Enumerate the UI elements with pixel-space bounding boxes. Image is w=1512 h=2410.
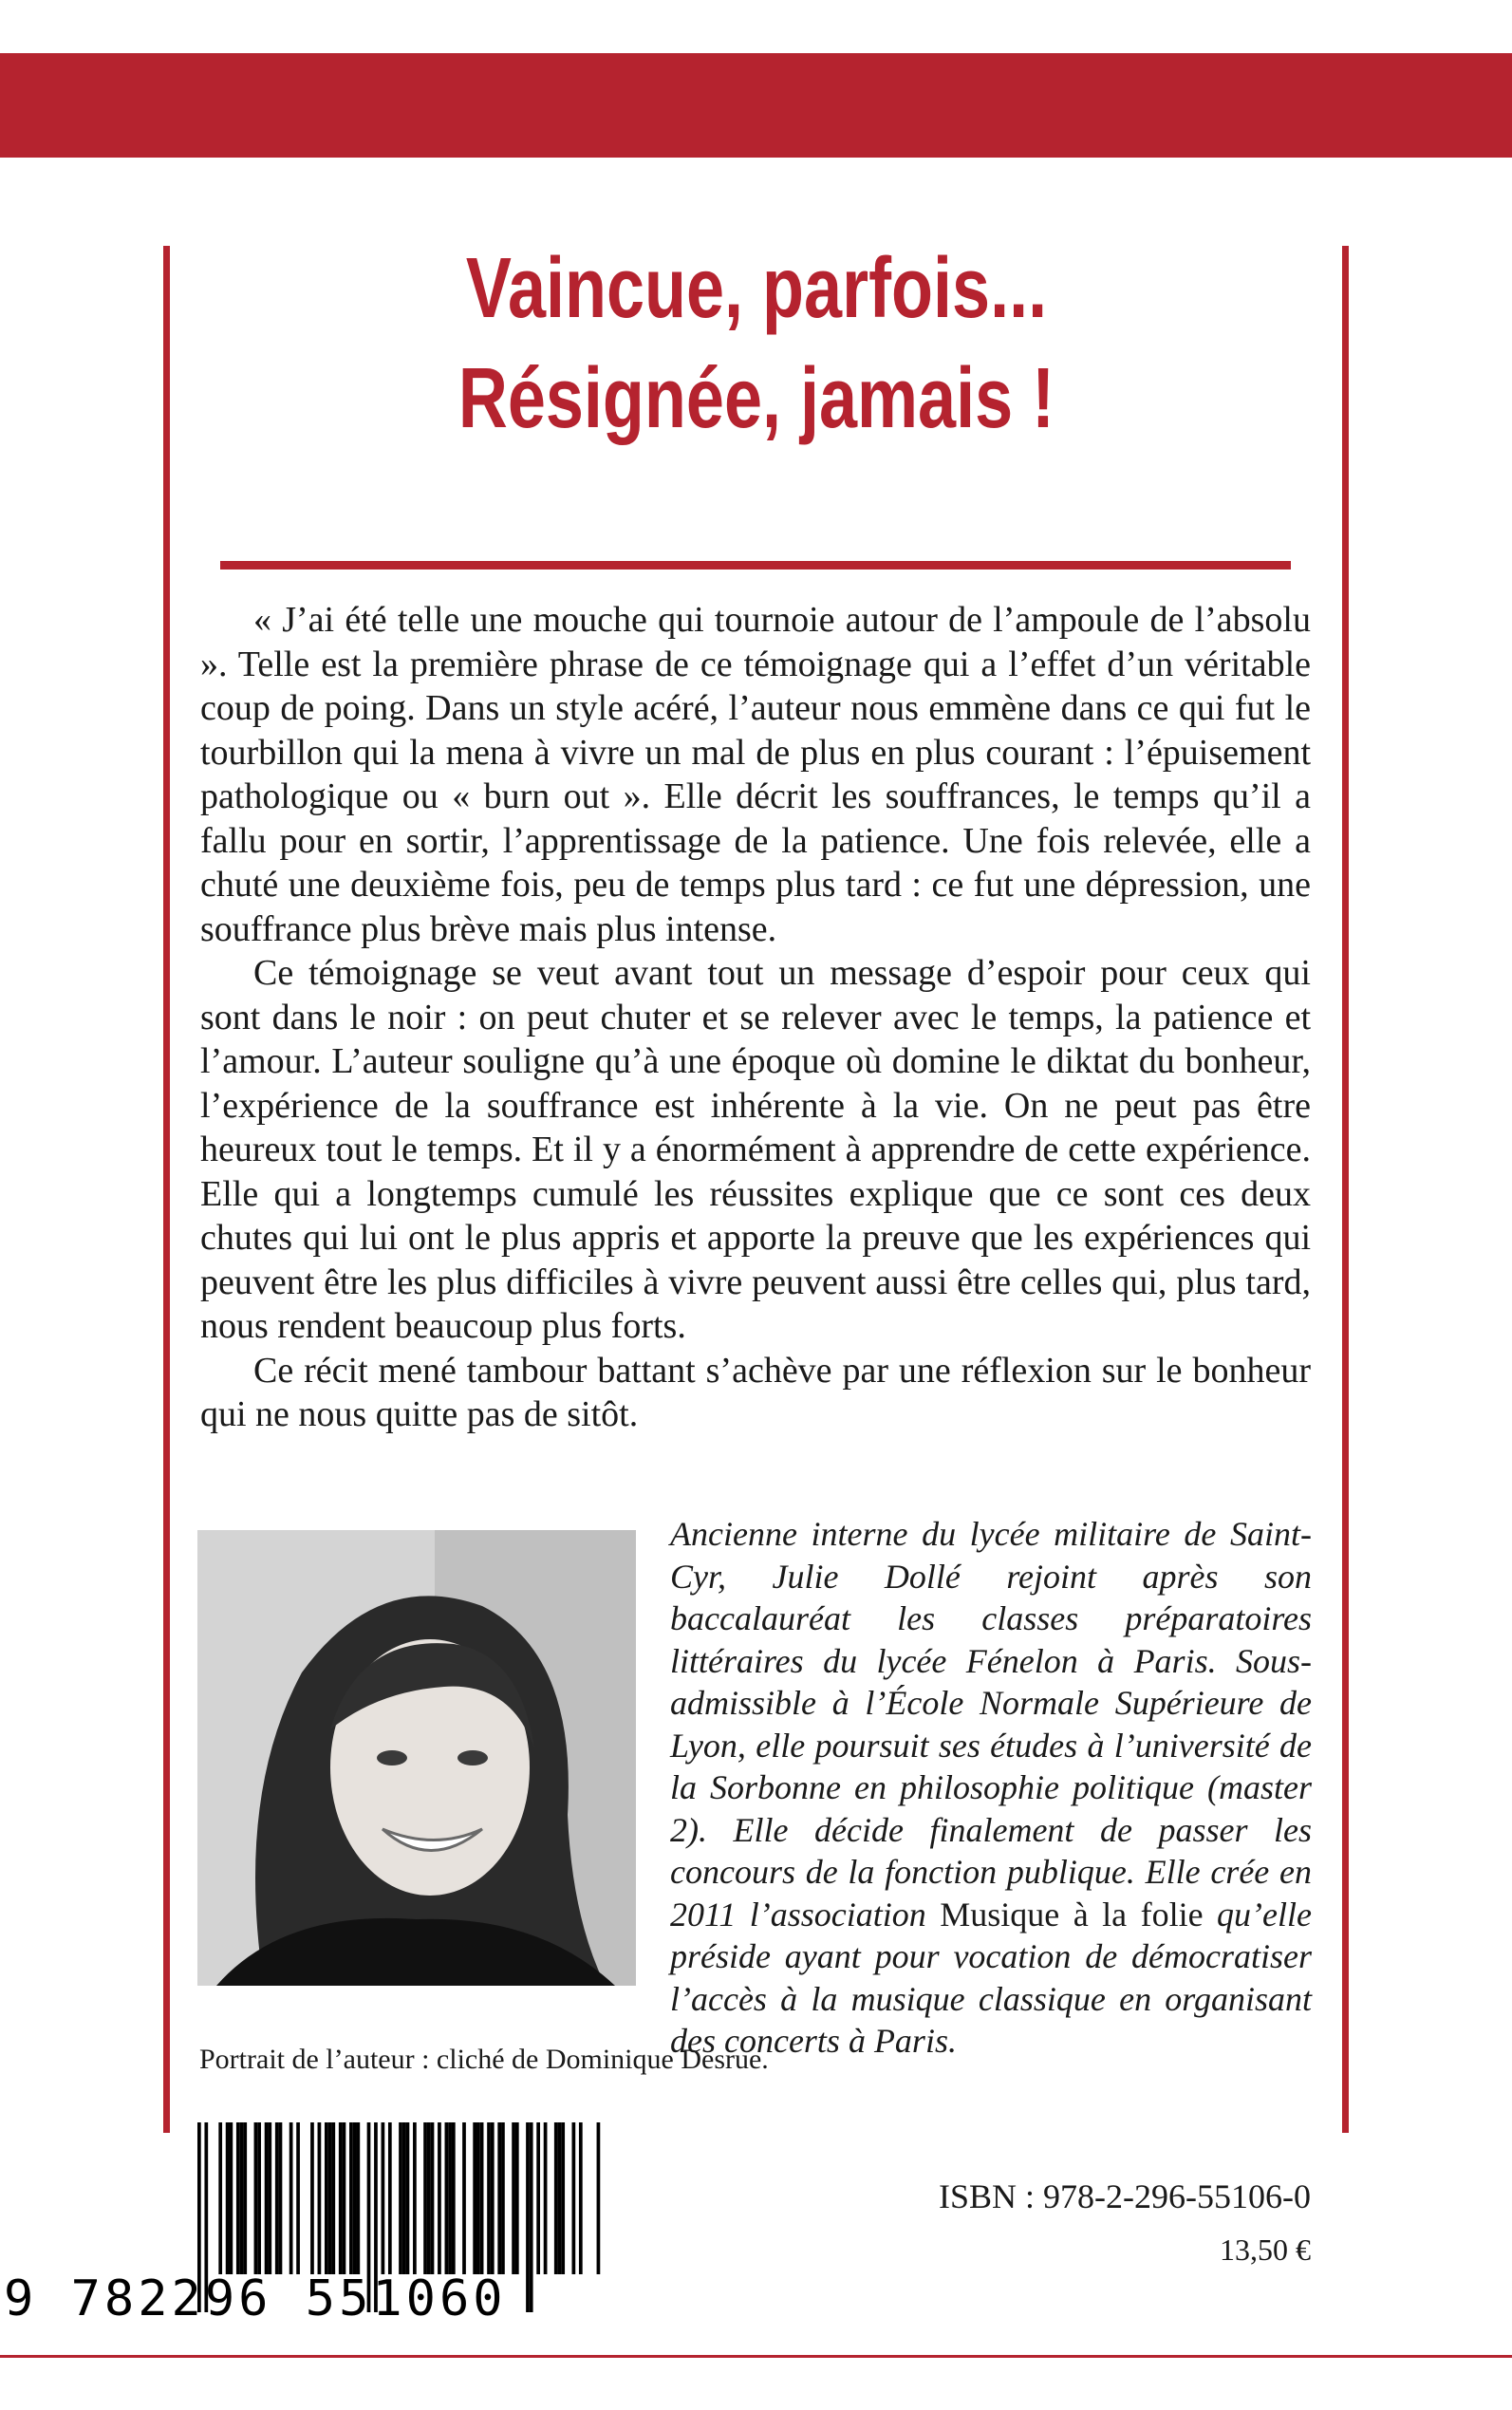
barcode-bar bbox=[515, 2122, 519, 2274]
summary-paragraph-3: Ce récit mené tambour battant s’achève par une réflexion sur le bonheur qui ne nous quitte pas de sitôt. bbox=[200, 1350, 1311, 1434]
back-cover-summary bbox=[200, 598, 1311, 1437]
barcode-bar bbox=[558, 2122, 562, 2274]
barcode-bar bbox=[325, 2122, 328, 2274]
barcode-bar bbox=[438, 2122, 441, 2274]
barcode-bar bbox=[218, 2122, 222, 2274]
barcode-bar bbox=[572, 2122, 576, 2274]
barcode-bar bbox=[279, 2122, 283, 2274]
barcode-bar bbox=[226, 2122, 230, 2274]
barcode-bar bbox=[240, 2122, 244, 2274]
summary-paragraph-1: « J’ai été telle une mouche qui tournoie autour de l’ampoule de l’absolu ». Telle est la première phrase de ce témoignage qui a l’effet d’un véritable coup de poing. Dans un style acéré, l’auteur nous emmène dans ce qui fut le tourbillon qui la mena à vivre un mal de plus en plus courant : l’épuisement pathologique ou « burn out ». Elle décrit les souffrances, le temps qu’il a fallu pour en sortir, l’apprentissage de la patience. Une fois relevée, elle a chuté une deuxième fois, peu de temps plus tard : ce fut une dépression, une souffrance plus brève mais plus intense. bbox=[200, 600, 1311, 949]
barcode-bar bbox=[480, 2122, 484, 2274]
barcode-bar bbox=[413, 2122, 417, 2274]
barcode-bar bbox=[343, 2122, 346, 2274]
barcode-bar bbox=[491, 2122, 495, 2274]
barcode-bar bbox=[310, 2122, 314, 2274]
barcode-bar bbox=[356, 2122, 360, 2274]
barcode-bar bbox=[427, 2122, 431, 2274]
barcode-bar bbox=[229, 2122, 233, 2274]
author-biography bbox=[670, 1513, 1312, 2063]
barcode-bar bbox=[339, 2122, 343, 2274]
barcode-bar bbox=[554, 2122, 558, 2274]
barcode-bar bbox=[402, 2122, 406, 2274]
bottom-rule bbox=[0, 2355, 1512, 2358]
photo-credit: Portrait de l’auteur : cliché de Dominique Desrue. bbox=[199, 2044, 769, 2075]
barcode-bar bbox=[406, 2122, 410, 2274]
barcode-bar bbox=[349, 2122, 353, 2274]
barcode-bar bbox=[448, 2122, 452, 2274]
left-vertical-rule bbox=[163, 246, 170, 2133]
title-line-1: Vaincue, parfois... bbox=[465, 241, 1048, 336]
title-underline-rule bbox=[220, 561, 1291, 570]
barcode-bar bbox=[497, 2122, 501, 2274]
barcode-bar bbox=[328, 2122, 332, 2274]
right-vertical-rule bbox=[1342, 246, 1349, 2133]
barcode-bar bbox=[243, 2122, 247, 2274]
barcode-bar bbox=[268, 2122, 271, 2274]
barcode-bar bbox=[597, 2122, 601, 2274]
barcode-bar bbox=[473, 2122, 476, 2274]
barcode-bar bbox=[452, 2122, 456, 2274]
isbn-number: ISBN : 978-2-296-55106-0 bbox=[939, 2177, 1311, 2215]
book-title bbox=[303, 234, 1209, 454]
barcode-bar bbox=[561, 2122, 565, 2274]
barcode-bar bbox=[399, 2122, 402, 2274]
barcode-bar bbox=[318, 2122, 322, 2274]
book-price: 13,50 € bbox=[1220, 2233, 1311, 2267]
barcode-bar bbox=[462, 2122, 466, 2274]
barcode-bar bbox=[257, 2122, 261, 2274]
barcode-bar bbox=[254, 2122, 258, 2274]
barcode-bar bbox=[236, 2122, 240, 2274]
barcode-bar bbox=[382, 2122, 385, 2274]
barcode-digits: 9 782296 551060 bbox=[4, 2270, 507, 2327]
bio-text-part-1: Ancienne interne du lycée militaire de Saint-Cyr, Julie Dollé rejoint après son baccalauréat les classes préparatoires littéraires du lycée Fénelon à Paris. Sous-admissible à l’École Normale Supérieure de Lyon, elle poursuit ses études à l’université de la Sorbonne en philosophie politique (master 2). Elle décide finalement de passer les concours de la fonction publique. Elle crée en 2011 l’association bbox=[670, 1515, 1312, 1934]
barcode-bar bbox=[289, 2122, 293, 2274]
barcode-bar bbox=[512, 2122, 515, 2274]
summary-paragraph-2: Ce témoignage se veut avant tout un message d’espoir pour ceux qui sont dans le noir : on peut chuter et se relever avec le temps, la patience et l’amour. L’auteur souligne qu’à une époque où domine le diktat du bonheur, l’expérience de la souffrance est inhérente à la vie. On ne peut pas être heureux tout le temps. Et il y a énormément à apprendre de cette expérience. Elle qui a longtemps cumulé les réussites explique que ce sont ces deux chutes qui lui ont le plus appris et apporte la preuve que les expériences qui peuvent être les plus difficiles à vivre peuvent aussi être celles qui, plus tard, nous rendent beaucoup plus forts. bbox=[200, 953, 1311, 1346]
barcode-bar bbox=[445, 2122, 449, 2274]
barcode-bar bbox=[487, 2122, 491, 2274]
barcode-bar bbox=[544, 2122, 548, 2274]
author-portrait bbox=[197, 1530, 636, 1986]
top-color-band bbox=[0, 53, 1512, 158]
barcode-bar bbox=[353, 2122, 357, 2274]
barcode-bar bbox=[331, 2122, 335, 2274]
barcode-bar bbox=[388, 2122, 392, 2274]
bio-association-name: Musique à la folie bbox=[940, 1895, 1204, 1934]
portrait-illustration bbox=[197, 1530, 636, 1986]
barcode-bar bbox=[476, 2122, 480, 2274]
barcode-bar bbox=[579, 2122, 583, 2274]
title-line-2: Résignée, jamais ! bbox=[457, 351, 1055, 446]
barcode-bar bbox=[431, 2122, 435, 2274]
barcode-bar bbox=[275, 2122, 279, 2274]
barcode-bar bbox=[501, 2122, 505, 2274]
barcode-bar bbox=[423, 2122, 427, 2274]
bio-text-part-2: qu’elle préside ayant pour vocation de démocratiser l’accès à la musique classique en organisant des concerts à Paris. bbox=[670, 1895, 1312, 2060]
barcode-bar bbox=[536, 2122, 540, 2274]
barcode-bar bbox=[265, 2122, 269, 2274]
barcode-bar bbox=[296, 2122, 300, 2274]
